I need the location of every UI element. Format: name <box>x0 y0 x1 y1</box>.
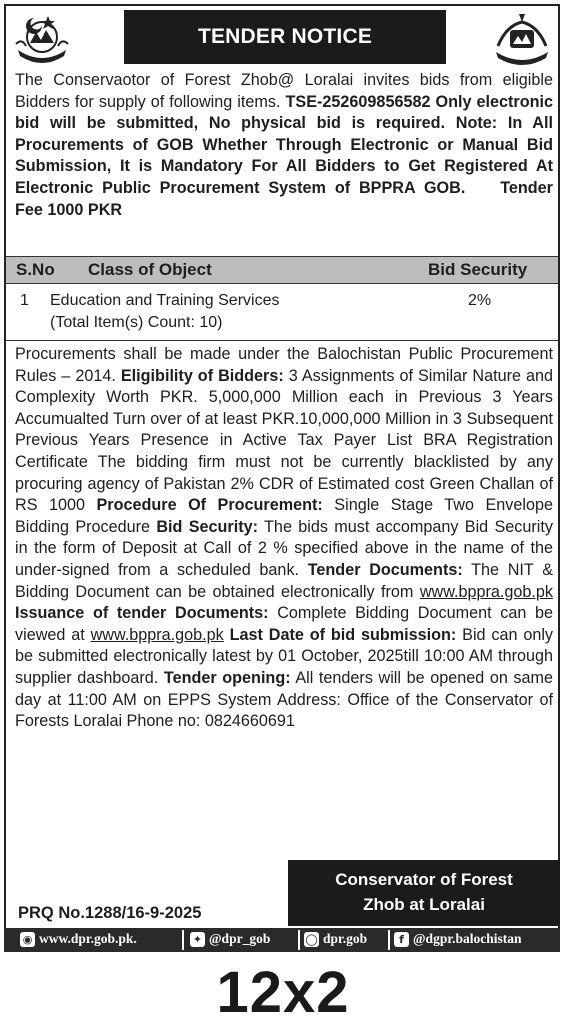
header-bid-security: Bid Security <box>428 260 528 279</box>
terms-paragraph <box>15 344 553 733</box>
notice-title: TENDER NOTICE <box>124 10 446 64</box>
heading-tender-opening: Tender opening: <box>163 668 291 687</box>
header-class-of-object: Class of Object <box>88 260 212 279</box>
last-date-text: Bid can only be submitted electronically latest by 01 October, 2025till 10:00 AM through supplier dashboard. <box>15 625 554 687</box>
footer-twitter[interactable] <box>190 931 270 947</box>
twitter-bird-icon: ✦ <box>190 932 205 947</box>
footer-divider <box>182 930 184 950</box>
row-class-line2: (Total Item(s) Count: 10) <box>50 314 223 331</box>
row-sno: 1 <box>20 292 29 309</box>
issuance-text: Complete Bidding Document can be viewed at <box>15 604 553 644</box>
notice-frame <box>4 4 560 952</box>
table-header <box>6 256 558 284</box>
bppra-link-2[interactable]: www.bppra.gob.pk <box>90 625 224 644</box>
ppra-seal-logo <box>492 10 552 66</box>
social-footer <box>4 928 560 952</box>
heading-eligibility: Eligibility of Bidders: <box>120 366 284 385</box>
signature-line2: Zhob at Loralai <box>363 895 485 914</box>
footer-facebook[interactable] <box>394 931 521 947</box>
bid-security-text: The bids must accompany Bid Security in the form of Deposit at Call of 2 % specified above in the name of the under-signed from a scheduled bank. <box>15 517 553 579</box>
tender-opening-text: All tenders will be opened on same day at 11:00 AM on EPPS System Address: Office of the Conservator of Forests Loralai Phone no: 0824660691 <box>15 668 554 731</box>
intro-bold-text: TSE-252609856582 Only electronic bid will be submitted, No physical bid is required. Note: In All Procurements of GOB Whether Through Electronic or Manual Bid Submission, It is Mandatory For All Bidders to Get Registered At Electronic Public Procurement System of BPPRA GOB. <box>15 92 554 197</box>
notice-header <box>6 6 558 70</box>
globe-icon: ◉ <box>20 932 35 947</box>
signature-box <box>288 860 560 926</box>
signature-line1: Conservator of Forest <box>335 870 513 889</box>
heading-procedure: Procedure Of Procurement: <box>96 496 323 515</box>
eligibility-text: 3 Assignments of Similar Nature and Complexity Worth PKR. 5,000,000 Million each in Previous 3 Years Accumualted Turn over of at least PKR.10,000,000 Million in 3 Subsequent Previous Years Presence in Active Tax Payer List BRA Registration Certificate The bidding firm must not be currently blacklisted by any procuring agency of Pakistan 2% CDR of Estimated cost Green Challan of RS 1000 <box>15 366 554 515</box>
rules-text: Procurements shall be made under the Balochistan Public Procurement Rules – 2014. <box>15 345 553 385</box>
footer-website-text: www.dpr.gob.pk. <box>39 931 137 946</box>
instagram-icon: ◯ <box>305 932 318 946</box>
table-row <box>6 284 558 341</box>
heading-bid-security: Bid Security: <box>156 517 259 536</box>
header-sno: S.No <box>16 260 55 279</box>
items-table <box>6 256 558 341</box>
footer-website[interactable] <box>20 931 137 947</box>
bppra-link-1[interactable]: www.bppra.gob.pk <box>419 582 554 601</box>
row-class-line1: Education and Training Services <box>50 292 280 309</box>
heading-tender-documents: Tender Documents: <box>307 560 463 579</box>
intro-paragraph <box>15 70 553 221</box>
prq-number: PRQ No.1288/16-9-2025 <box>18 904 202 922</box>
footer-divider <box>388 930 390 950</box>
footer-twitter-text: @dpr_gob <box>209 931 271 946</box>
heading-last-date: Last Date of bid submission: <box>229 625 457 644</box>
tender-fee: Tender Fee 1000 PKR <box>15 178 553 219</box>
ad-size-label: 12x2 <box>216 960 350 1025</box>
facebook-icon: f <box>394 932 409 947</box>
footer-instagram-text: dpr.gob <box>323 931 368 946</box>
footer-facebook-text: @dgpr.balochistan <box>413 931 522 946</box>
balochistan-emblem-logo <box>12 10 72 66</box>
row-bid-security: 2% <box>468 292 492 309</box>
footer-divider <box>298 930 300 950</box>
tender-documents-text: The NIT & Bidding Document can be obtained electronically from <box>15 560 553 601</box>
row-class-of-object <box>50 290 279 334</box>
footer-instagram[interactable] <box>304 931 367 947</box>
procedure-text: Single Stage Two Envelope Bidding Procedure <box>15 496 553 536</box>
intro-text: The Conservaotor of Forest Zhob@ Loralai invites bids from eligible Bidders for supply of following items. <box>15 71 553 111</box>
heading-issuance: Issuance of tender Documents: <box>15 604 269 623</box>
